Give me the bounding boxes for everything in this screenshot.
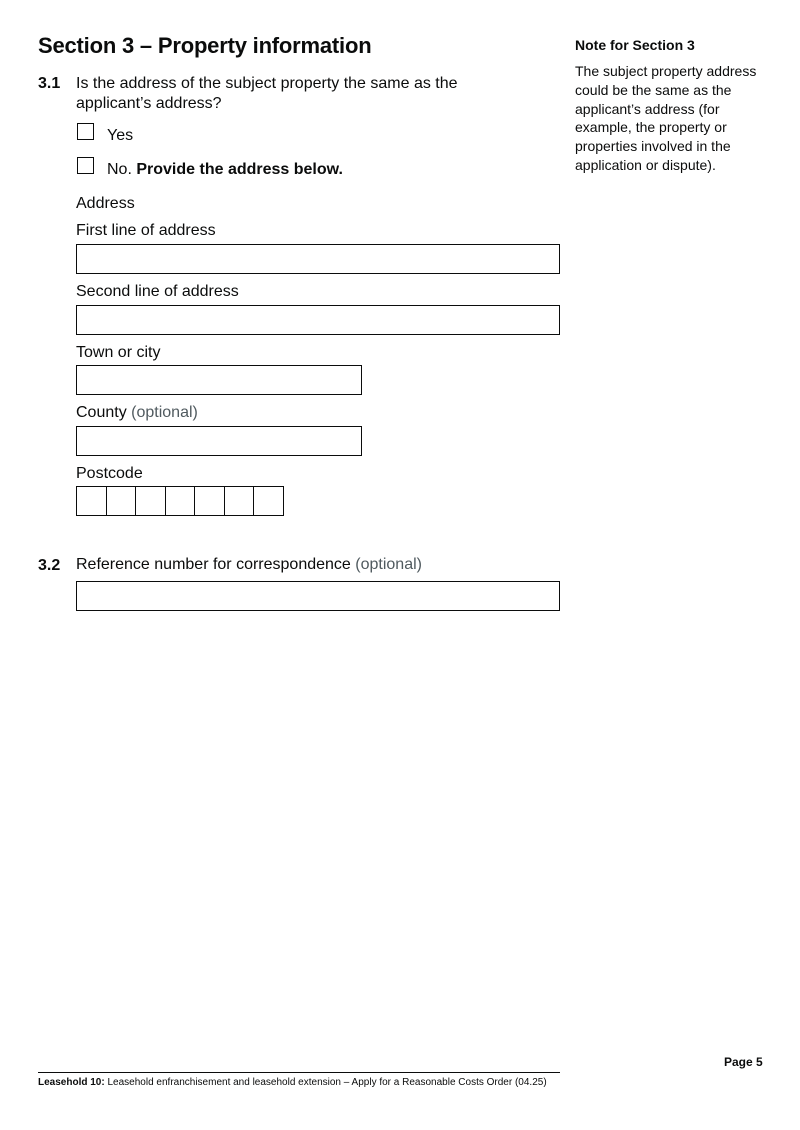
town-label: Town or city <box>76 344 161 361</box>
yes-label: Yes <box>107 127 134 144</box>
postcode-input <box>76 486 284 516</box>
postcode-cell[interactable] <box>194 486 225 516</box>
footer-divider <box>38 1072 560 1073</box>
postcode-cell[interactable] <box>165 486 196 516</box>
town-input[interactable] <box>76 365 362 395</box>
no-label-prefix: No. <box>107 161 132 178</box>
question-number-3-1: 3.1 <box>38 75 61 92</box>
second-line-label: Second line of address <box>76 283 239 300</box>
yes-checkbox[interactable] <box>77 123 94 140</box>
footer-form-name: Leasehold 10: <box>38 1077 105 1088</box>
address-heading: Address <box>76 195 135 212</box>
no-label <box>107 161 343 179</box>
question-text-3-1: Is the address of the subject property the same as the applicant’s address? <box>76 75 458 112</box>
page-title: Section 3 – Property information <box>38 33 372 58</box>
county-label-text: County <box>76 404 127 421</box>
reference-number-input[interactable] <box>76 581 560 611</box>
reference-optional-hint: (optional) <box>355 556 422 573</box>
page-number: Page 5 <box>724 1055 763 1069</box>
question-number-3-2: 3.2 <box>38 557 61 574</box>
county-optional-hint: (optional) <box>131 404 198 421</box>
first-line-label: First line of address <box>76 222 216 239</box>
postcode-cell[interactable] <box>253 486 284 516</box>
question-text-3-2 <box>76 556 422 574</box>
postcode-cell[interactable] <box>106 486 137 516</box>
county-input[interactable] <box>76 426 362 456</box>
note-text: The subject property address could be the same as the applicant’s address (for example, the property or properties involved in the application or dispute). <box>575 63 757 173</box>
county-label <box>76 404 198 422</box>
postcode-label: Postcode <box>76 465 143 482</box>
footer-form-description: Leasehold enfranchisement and leasehold extension – Apply for a Reasonable Costs Order (04.25) <box>107 1077 547 1088</box>
postcode-cell[interactable] <box>76 486 107 516</box>
reference-label-text: Reference number for correspondence <box>76 556 351 573</box>
footer-form-reference <box>38 1077 547 1088</box>
no-checkbox[interactable] <box>77 157 94 174</box>
postcode-cell[interactable] <box>224 486 255 516</box>
postcode-cell[interactable] <box>135 486 166 516</box>
second-line-input[interactable] <box>76 305 560 335</box>
note-title: Note for Section 3 <box>575 37 695 53</box>
no-label-instruction: Provide the address below. <box>136 161 343 178</box>
first-line-input[interactable] <box>76 244 560 274</box>
